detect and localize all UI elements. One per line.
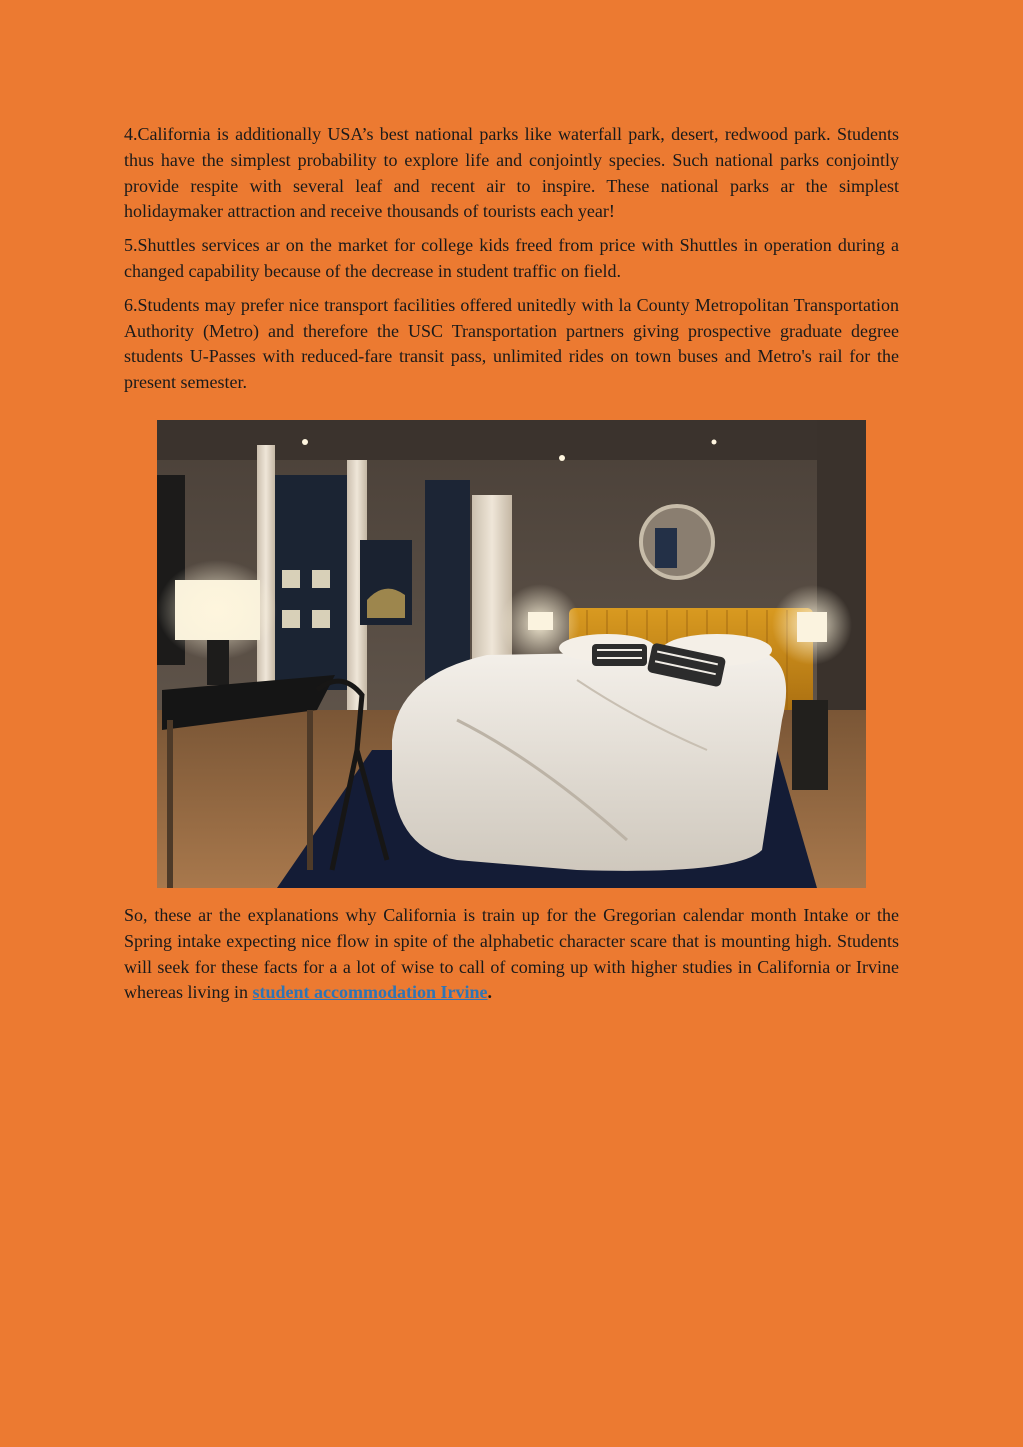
student-accommodation-link[interactable]: student accommodation Irvine: [252, 982, 488, 1003]
paragraph-closing: [124, 903, 899, 1006]
closing-period: .: [487, 982, 492, 1003]
paragraph-transport: 6.Students may prefer nice transport facilities offered unitedly with la County Metropolitan Transportation Authority (Metro) and therefore the USC Transportation partners giving prospective graduate degree students U-Passes with reduced-fare transit pass, unlimited rides on town buses and Metro's rail for the present semester.: [124, 294, 899, 393]
document-body: [124, 122, 899, 396]
bedroom-photo: [157, 420, 866, 888]
closing-text: So, these ar the explanations why California is train up for the Gregorian calendar month Intake or the Spring intake expecting nice flow in spite of the alphabetic character scare that is mounting high. Students will seek for these facts for a a lot of wise to call of coming up with higher studies in California or Irvine whereas living in: [124, 905, 899, 1003]
paragraph-shuttles: 5.Shuttles services ar on the market for college kids freed from price with Shuttles in operation during a changed capability because of the decrease in student traffic on field.: [124, 235, 899, 281]
paragraph-national-parks: 4.California is additionally USA’s best national parks like waterfall park, desert, redwood park. Students thus have the simplest probability to explore life and conjointly species. Such national parks conjointly provide respite with several leaf and recent air to inspire. These national parks ar the simplest holidaymaker attraction and receive thousands of tourists each year!: [124, 124, 899, 222]
closing-section: [124, 903, 899, 1006]
